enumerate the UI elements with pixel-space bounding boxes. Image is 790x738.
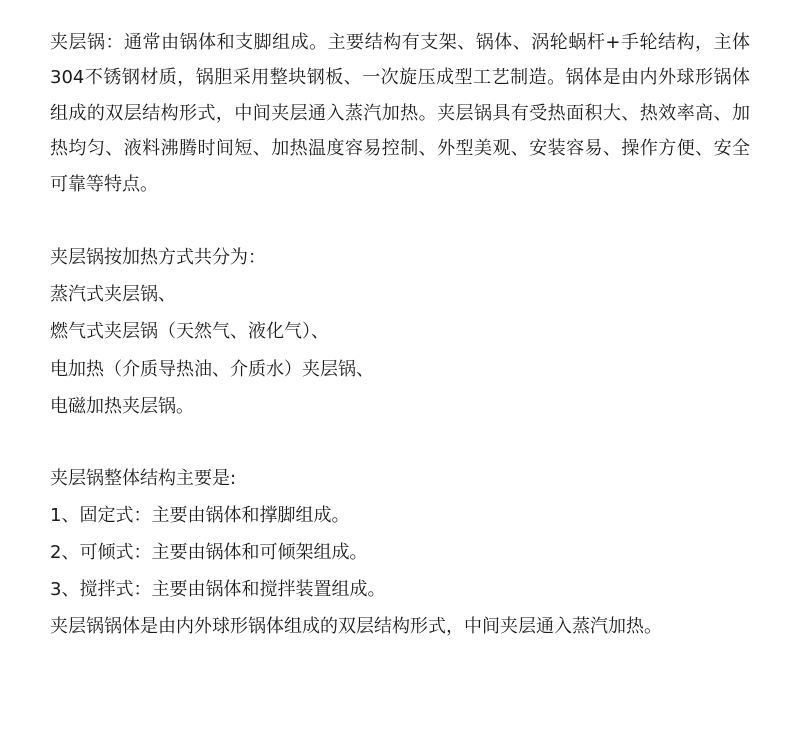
intro-paragraph: 夹层锅：通常由锅体和支脚组成。主要结构有支架、锅体、涡轮蜗杆+手轮结构，主体304不锈钢材质，锅胆采用整块钢板、一次旋压成型工艺制造。锅体是由内外球形锅体组成的双层结构形式，中间夹层通入蒸汽加热。夹层锅具有受热面积大、热效率高、加热均匀、液料沸腾时间短、加热温度容易控制、外型美观、安装容易、操作方便、安全可靠等特点。 [50,32,750,195]
structure-item: 1、固定式：主要由锅体和撑脚组成。 [50,505,350,527]
heating-item: 燃气式夹层锅（天然气、液化气）、 [50,321,329,343]
paragraph-spacer [50,425,750,460]
structure-heading: 夹层锅整体结构主要是: [50,468,237,490]
document-body [50,25,750,645]
structure-item: 3、搅拌式：主要由锅体和搅拌装置组成。 [50,579,386,601]
heating-item: 电加热（介质导热油、介质水）夹层锅、 [50,358,374,380]
heating-item: 电磁加热夹层锅。 [50,395,194,417]
structure-item: 2、可倾式：主要由锅体和可倾架组成。 [50,542,368,564]
structure-closing: 夹层锅锅体是由内外球形锅体组成的双层结构形式，中间夹层通入蒸汽加热。 [50,616,662,638]
heating-item: 蒸汽式夹层锅、 [50,284,176,306]
heating-section [50,239,750,425]
heating-heading: 夹层锅按加热方式共分为： [50,247,266,269]
structure-section [50,460,750,645]
paragraph-spacer [50,202,750,239]
